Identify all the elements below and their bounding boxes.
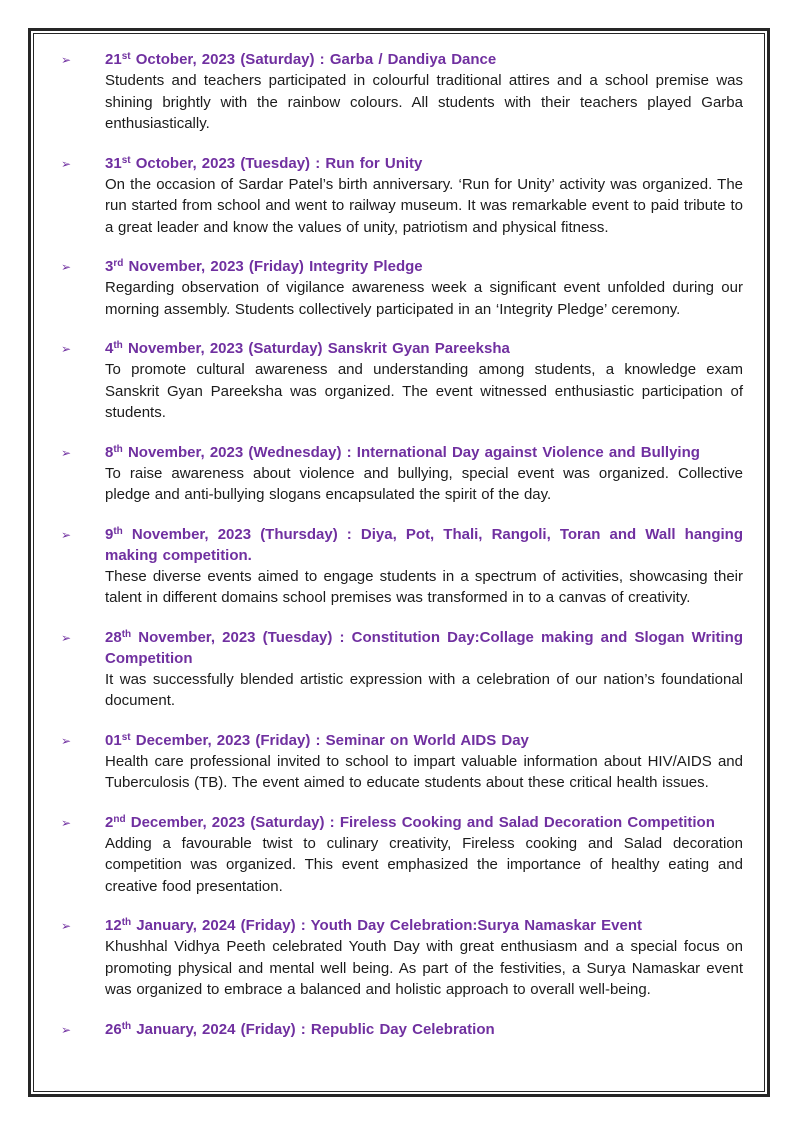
event-description: On the occasion of Sardar Patel’s birth anniversary. ‘Run for Unity’ activity was organized. The run started from school and went to railway museum. It was remarkable event to paid tribute to a great leader and know the values of unity, patriotism and physical fitness. <box>105 175 743 236</box>
event-item <box>61 338 743 424</box>
event-title: October, 2023 (Saturday) : Garba / Dandiya Dance <box>130 51 497 68</box>
event-date-ordinal: st <box>121 731 131 743</box>
arrow-bullet-icon: ➢ <box>61 342 72 356</box>
event-content <box>105 730 743 794</box>
event-date-day: 21 <box>105 51 122 68</box>
event-heading <box>105 153 743 174</box>
event-title: December, 2023 (Saturday) : Fireless Cooking and Salad Decoration Competition <box>125 813 715 831</box>
event-item <box>61 442 743 506</box>
event-item <box>61 627 743 712</box>
event-heading <box>105 915 743 936</box>
event-heading <box>105 49 743 70</box>
event-heading <box>105 256 743 277</box>
event-content <box>105 442 743 506</box>
event-description: Khushhal Vidhya Peeth celebrated Youth Day with great enthusiasm and a special focus on promoting physical and mental well being. As part of the festivities, a Surya Namaskar event was organized to embrace a balanced and holistic approach to overall well-being. <box>105 938 743 998</box>
arrow-bullet-icon: ➢ <box>61 445 72 460</box>
event-item <box>61 730 743 794</box>
event-heading <box>105 338 743 359</box>
event-item <box>61 49 743 135</box>
event-heading <box>105 812 743 833</box>
event-date-day: 31 <box>105 154 122 172</box>
event-content <box>105 153 743 239</box>
event-title: October, 2023 (Tuesday) : Run for Unity <box>130 154 423 172</box>
event-item <box>61 812 743 898</box>
arrow-bullet-icon: ➢ <box>61 815 72 830</box>
event-title: November, 2023 (Tuesday) : Constitution Day:Collage making and Slogan Writing Competition <box>105 628 743 667</box>
event-date-ordinal: th <box>113 443 123 455</box>
event-title: November, 2023 (Wednesday) : International Day against Violence and Bullying <box>122 443 700 461</box>
event-heading <box>105 730 743 751</box>
event-content <box>105 812 743 898</box>
event-title: November, 2023 (Thursday) : Diya, Pot, Thali, Rangoli, Toran and Wall hanging making competition. <box>105 525 743 564</box>
event-title: December, 2023 (Friday) : Seminar on World AIDS Day <box>130 731 529 749</box>
event-list <box>34 34 764 1091</box>
event-description: To raise awareness about violence and bullying, special event was organized. Collective pledge and anti-bullying slogans encapsulated the spirit of the day. <box>105 464 743 503</box>
event-date-ordinal: th <box>121 1020 132 1032</box>
arrow-bullet-icon: ➢ <box>61 919 72 933</box>
event-content <box>105 256 743 320</box>
event-date-day: 01 <box>105 731 122 749</box>
event-date-day: 4 <box>105 340 114 357</box>
event-item <box>61 153 743 239</box>
event-heading <box>105 442 743 463</box>
event-date-ordinal: nd <box>113 813 126 825</box>
arrow-bullet-icon: ➢ <box>61 260 72 274</box>
event-description: These diverse events aimed to engage students in a spectrum of activities, showcasing their talent in different domains school premises was transformed in to a canvas of creativity. <box>105 567 743 606</box>
event-title: November, 2023 (Saturday) Sanskrit Gyan Pareeksha <box>122 340 510 357</box>
event-date-day: 28 <box>105 628 122 646</box>
event-heading <box>105 627 743 669</box>
event-description: To promote cultural awareness and understanding among students, a knowledge exam Sanskrit Gyan Pareeksha was organized. The event witnessed enthusiastic participation of students. <box>105 361 743 421</box>
event-date-ordinal: st <box>121 154 131 166</box>
event-date-ordinal: th <box>121 917 132 928</box>
event-date-day: 12 <box>105 917 122 934</box>
event-date-day: 9 <box>105 525 114 543</box>
event-description: Students and teachers participated in colourful traditional attires and a school premise was shining brightly with the rainbow colours. All students with their teachers played Garba enthusiastically. <box>105 72 743 132</box>
event-description: It was successfully blended artistic expression with a celebration of our nation’s foundational document. <box>105 670 743 709</box>
event-description: Adding a favourable twist to culinary creativity, Fireless cooking and Salad decoration competition was organized. This event emphasized the importance of healthy eating and creative food presentation. <box>105 834 743 895</box>
event-date-day: 8 <box>105 443 114 461</box>
event-date-ordinal: rd <box>113 258 124 269</box>
event-content <box>105 915 743 1001</box>
event-date-ordinal: th <box>113 525 123 537</box>
event-content <box>105 627 743 712</box>
event-description: Health care professional invited to school to impart valuable information about HIV/AIDS and Tuberculosis (TB). The event aimed to educate students about these critical health issues. <box>105 752 743 791</box>
event-item <box>61 915 743 1001</box>
event-content <box>105 1019 743 1040</box>
arrow-bullet-icon: ➢ <box>61 527 72 542</box>
event-date-day: 26 <box>105 1020 122 1038</box>
event-date-day: 3 <box>105 258 114 275</box>
event-description: Regarding observation of vigilance awareness week a significant event unfolded during our morning assembly. Students collectively participated in an ‘Integrity Pledge’ ceremony. <box>105 279 743 318</box>
arrow-bullet-icon: ➢ <box>61 1022 72 1037</box>
event-title: January, 2024 (Friday) : Republic Day Celebration <box>131 1020 495 1038</box>
event-heading <box>105 1019 743 1040</box>
event-item <box>61 524 743 609</box>
event-date-ordinal: th <box>121 628 132 640</box>
arrow-bullet-icon: ➢ <box>61 733 72 748</box>
event-item <box>61 256 743 320</box>
arrow-bullet-icon: ➢ <box>61 630 72 645</box>
event-title: November, 2023 (Friday) Integrity Pledge <box>123 258 423 275</box>
arrow-bullet-icon: ➢ <box>61 156 72 171</box>
event-content <box>105 49 743 135</box>
event-title: January, 2024 (Friday) : Youth Day Celebration:Surya Namaskar Event <box>131 917 642 934</box>
event-date-ordinal: st <box>121 51 131 62</box>
event-item <box>61 1019 743 1041</box>
event-date-ordinal: th <box>113 340 123 351</box>
event-content <box>105 524 743 609</box>
event-heading <box>105 524 743 566</box>
page-border-outer <box>28 28 770 1097</box>
page-border-inner <box>33 33 765 1092</box>
arrow-bullet-icon: ➢ <box>61 53 72 67</box>
event-date-day: 2 <box>105 813 114 831</box>
event-content <box>105 338 743 424</box>
